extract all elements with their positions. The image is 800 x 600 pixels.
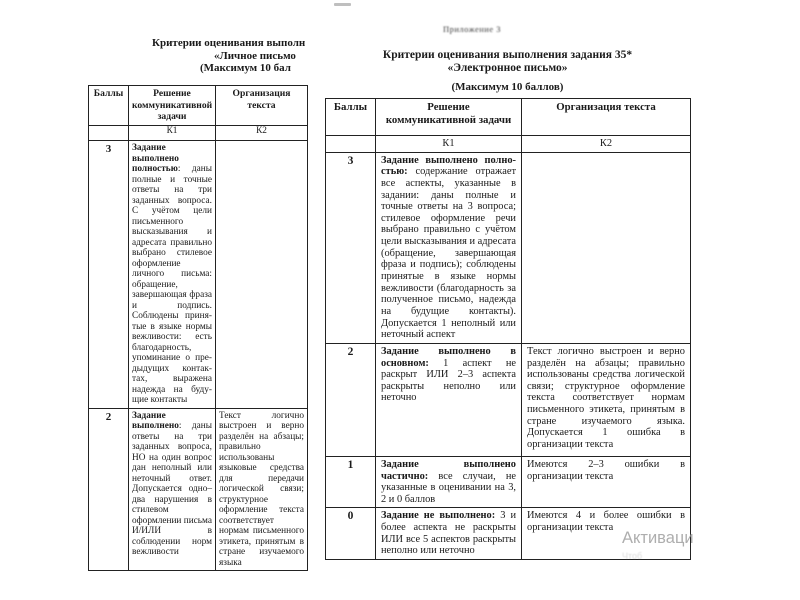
criteria-rest: содержание отражает все аспекты, указанные в задании: даны полные и точные ответы на 3 вопроса; стилевое оформление речи выбрано правильно с учётом цели высказывания и адресата (обращение, завершающая фраза и подпись); соблюдены принятые в языке нормы вежливости (благодарность за полученное письмо, надежда на будущие контакты). Допускается 1 неполный или неточный аспект [381,166,516,341]
score-cell: 1 [326,456,376,508]
criteria-rest: все случаи, не указанные в оценивании на 3, 2 и 0 баллов [381,470,516,505]
electronic-letter-criteria-table [325,98,691,560]
right-page-title-line2: «Электронное письмо» [447,62,568,74]
left-page-title-line3: (Максимум 10 бал [200,62,291,74]
criteria-rest: 3 и более аспекта не раскрыты ИЛИ все 5 аспектов раскрыты неполно или неточно [381,510,516,557]
right-page-title-block [325,49,690,93]
score-cell: 2 [89,408,129,571]
header-k1: Решение коммуникативной задачи [129,86,216,126]
subheader-k2: К2 [216,126,308,141]
criteria-k2-cell [216,141,308,409]
table-row [89,141,308,409]
criteria-k2-cell: Имеются 2–3 ошибки в организации текста [522,456,691,508]
table-header-row [89,86,308,126]
left-page-title-line2: «Личное письмо [214,50,296,62]
right-page-title-line3: (Максимум 10 баллов) [451,81,564,93]
criteria-k1-cell [129,141,216,409]
page-electronic-letter [316,0,712,600]
table-subheader-row [326,136,691,153]
personal-letter-criteria-table [88,85,308,571]
header-k2: Организация текста [522,99,691,136]
header-k1: Решение коммуникативной задачи [376,99,522,136]
subheader-empty [89,126,129,141]
criteria-k2-cell: Имеются 4 и более ошибки в организации текста [522,508,691,560]
table-row [326,152,691,343]
criteria-k2-cell [522,152,691,343]
criteria-lead: Задание выполнено полно-стью: [381,154,516,178]
criteria-lead: Задание выполнено [132,410,179,431]
criteria-k1-cell [376,343,522,456]
header-k2: Организация текста [216,86,308,126]
table-row [326,343,691,456]
subheader-k1: К1 [129,126,216,141]
criteria-lead: Задание выполнено частично: [381,458,516,482]
criteria-lead: Задание выполнено полностью [132,143,179,174]
criteria-k2-cell: Текст логично выстроен и верно разделён на абзацы; правильно использованы средства логической связи; структурное оформление текста соответствует нормам письменного этикета, принятым в стране изучаемого языка. Допускается 1 ошибка в организации текста [522,343,691,456]
subheader-k2: К2 [522,136,691,153]
score-cell: 3 [89,141,129,409]
criteria-lead: Задание не выполнено: [381,510,496,522]
activation-watermark [622,529,694,561]
criteria-k2-cell: Текст логично выстроен и верно разделён на абзацы; правильно использованы языковые средства для передачи логической связи; структурное оформление текста соответствует нормам письменного этикета, принятым в стране изучаемого языка [216,408,308,571]
table-subheader-row [89,126,308,141]
page-personal-letter [0,0,318,600]
criteria-lead: Задание выполнено в основном: [381,345,516,369]
activation-watermark-line1: Активаци [622,529,694,547]
right-page-title-line1: Критерии оценивания выполнения задания 35* [382,49,633,61]
subheader-empty [326,136,376,153]
criteria-rest: 1 аспект не раскрыт ИЛИ 2–3 аспекта раскрыты неполно или неточно [381,357,516,404]
table-row [89,408,308,571]
criteria-k1-cell [376,152,522,343]
subheader-k1: К1 [376,136,522,153]
score-cell: 3 [326,152,376,343]
criteria-k1-cell [376,508,522,560]
criteria-rest: : даны полные и точные ответы на три заданных вопроса. С учётом цели письменного высказывания и адресата правильно выбрано стилевое оформление личного письма: обращение, завершающая фраза и подпись. Соблюдены приня-тые в языке нормы вежливости: есть благодарность, упоминание о пре-дыдущих контак-тах, выражена надежда на буду-щие контакты [132,164,212,405]
top-edge-artifact [334,3,351,6]
left-page-title-line1: Критерии оценивания выполн [152,37,306,49]
score-cell: 0 [326,508,376,560]
criteria-k1-cell [376,456,522,508]
table-header-row [326,99,691,136]
header-score: Баллы [326,99,376,136]
criteria-rest: : даны ответы на три заданных вопроса, НО на один вопрос дан неполный или неточный ответ. Допускается одно–два нарушения в стилевом оформлении письма И/ИЛИ в соблюдении норм вежливости [132,421,212,557]
score-cell: 2 [326,343,376,456]
appendix-note: Приложение 3 [443,24,501,34]
activation-watermark-line2: Чтоб [622,551,643,561]
table-row [326,456,691,508]
criteria-k1-cell [129,408,216,571]
header-score: Баллы [89,86,129,126]
